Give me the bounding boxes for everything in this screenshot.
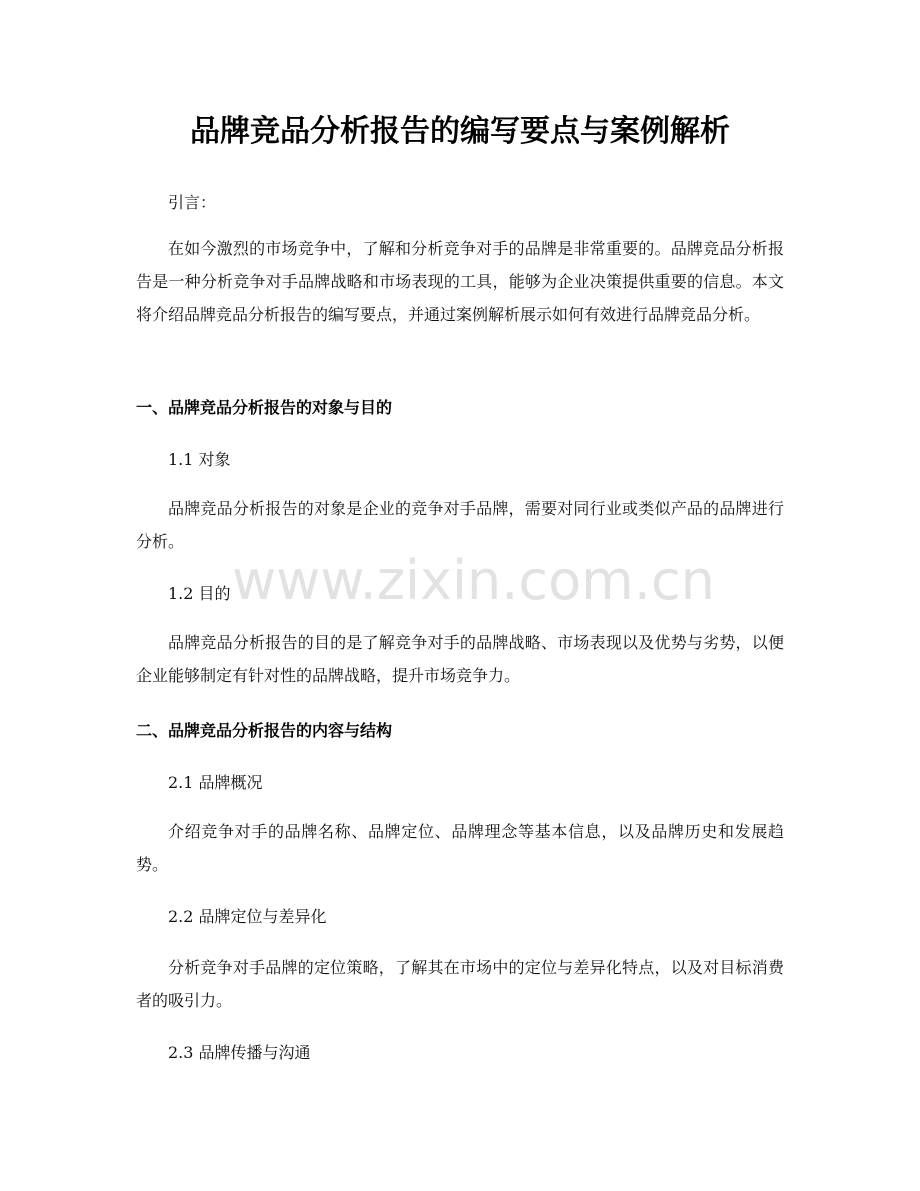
section-2-3-title: 2.3 品牌传播与沟通 bbox=[168, 1043, 311, 1062]
section-1-1-title: 1.1 对象 bbox=[168, 450, 231, 469]
section-1-heading: 一、品牌竞品分析报告的对象与目的 bbox=[136, 398, 393, 417]
section-1-2-title: 1.2 目的 bbox=[168, 584, 231, 603]
intro-label: 引言： bbox=[168, 193, 217, 212]
section-2-2-title: 2.2 品牌定位与差异化 bbox=[168, 907, 327, 926]
section-2-heading: 二、品牌竞品分析报告的内容与结构 bbox=[136, 721, 393, 740]
intro-paragraph: 在如今激烈的市场竞争中，了解和分析竞争对手的品牌是非常重要的。品牌竞品分析报告是一种分析竞争对手品牌战略和市场表现的工具，能够为企业决策提供重要的信息。本文将介绍品牌竞品分析报告的编写要点，并通过案例解析展示如何有效进行品牌竞品分析。 bbox=[136, 239, 784, 324]
section-2-1-paragraph: 介绍竞争对手的品牌名称、品牌定位、品牌理念等基本信息，以及品牌历史和发展趋势。 bbox=[136, 822, 784, 874]
section-2-2-paragraph: 分析竞争对手品牌的定位策略，了解其在市场中的定位与差异化特点，以及对目标消费者的吸引力。 bbox=[136, 958, 784, 1010]
section-1-2-paragraph: 品牌竞品分析报告的目的是了解竞争对手的品牌战略、市场表现以及优势与劣势，以便企业能够制定有针对性的品牌战略，提升市场竞争力。 bbox=[136, 633, 784, 685]
watermark: www.zixin.com.cn bbox=[232, 549, 715, 612]
document-title: 品牌竞品分析报告的编写要点与案例解析 bbox=[190, 114, 730, 149]
section-1-1-paragraph: 品牌竞品分析报告的对象是企业的竞争对手品牌，需要对同行业或类似产品的品牌进行分析。 bbox=[136, 499, 784, 551]
section-2-1-title: 2.1 品牌概况 bbox=[168, 773, 263, 792]
